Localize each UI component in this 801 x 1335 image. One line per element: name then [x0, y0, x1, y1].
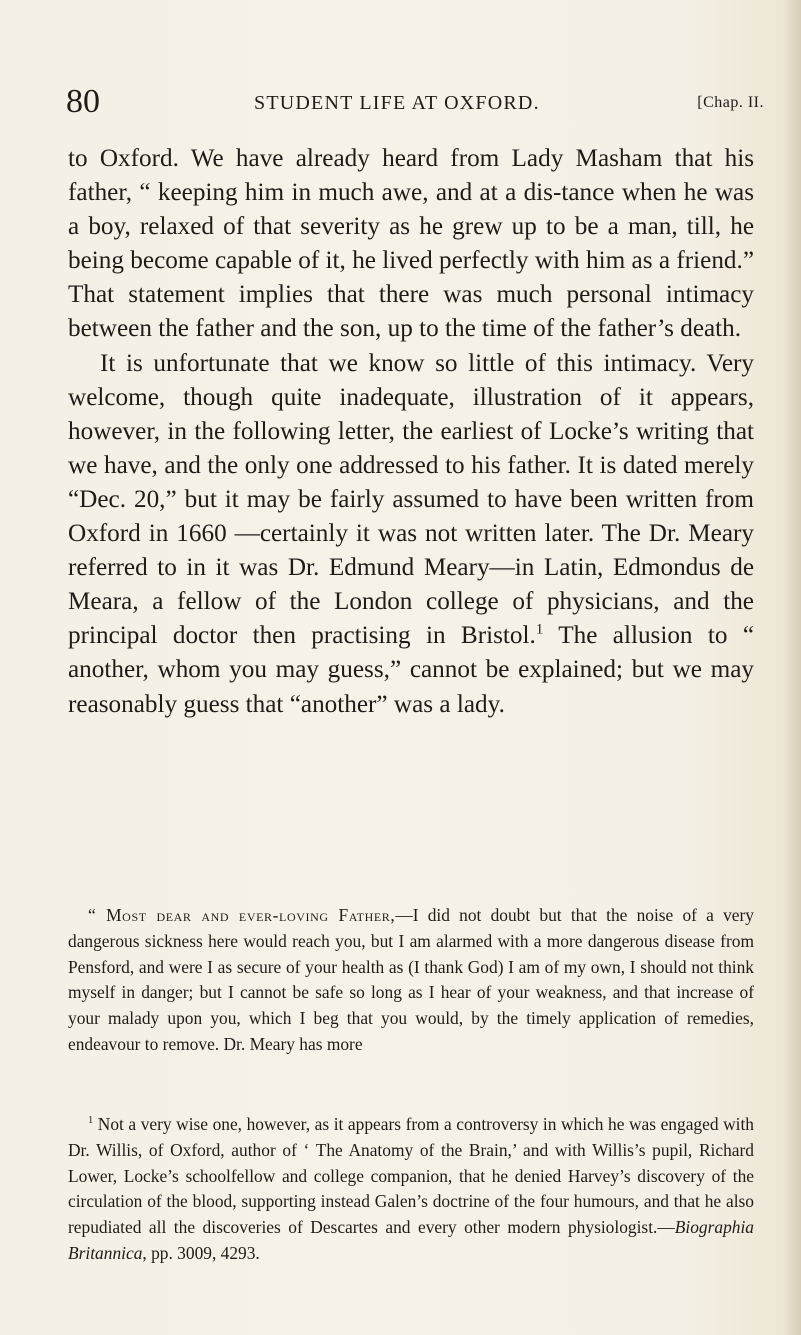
running-title: STUDENT LIFE AT OXFORD.	[254, 92, 540, 114]
footnote-paragraph	[68, 1112, 754, 1267]
footnote-mark: 1	[88, 1115, 94, 1127]
paragraph-text: The allusion to “ another, whom you may guess,” cannot be explained; but we may reasonably guess that “another” was a lady.	[68, 622, 754, 718]
letter-body: —I did not doubt but that the noise of a very dangerous sickness here would reach you, but I am alarmed with a more dangerous disease from Pensford, and were I as secure of your health as (I thank God) I am of my own, I should not think myself in danger; but I cannot be safe so long as I hear of your weakness, and that increase of your malady upon you, which I beg that you would, by the timely application of remedies, endeavour to remove. Dr. Meary has more	[68, 905, 754, 1054]
paragraph-text: It is unfortunate that we know so little of this intimacy. Very welcome, though quite inadequate, illustration of it appears, however, in the following letter, the earliest of Locke’s writing that we have, and the only one addressed to his father. It is dated merely “Dec. 20,” but it may be fairly assumed to have been written from Oxford in 1660 —certainly it was not written later. The Dr. Meary referred to in it was Dr. Edmund Meary—in Latin, Edmondus de Meara, a fellow of the London college of physicians, and the principal doctor then practising in Bristol.	[68, 349, 754, 650]
page-number: 80	[66, 83, 100, 120]
footnote-reference: 1	[535, 621, 544, 638]
footnote	[68, 1112, 754, 1267]
letter-salutation: “ Most dear and ever-loving Father,	[88, 905, 396, 925]
footnote-text: Not a very wise one, however, as it appears from a controversy in which he was engaged with Dr. Willis, of Oxford, author of ‘ The Anatomy of the Brain,’ and with Willis’s pupil, Richard Lower, Locke’s schoolfellow and college companion, that he denied Harvey’s discovery of the circulation of the blood, supporting instead Galen’s doctrine of the four humours, and that he also repudiated all the discoveries of Descartes and every other modern physiologist.—	[68, 1114, 754, 1238]
quoted-letter	[68, 903, 754, 1058]
main-text	[68, 142, 754, 722]
paragraph: to Oxford. We have already heard from Lady Masham that his father, “ keeping him in much awe, and at a dis-tance when he was a boy, relaxed of that severity as he grew up to be a man, till, he being become capable of it, he lived perfectly with him as a friend.” That statement implies that there was much personal intimacy between the father and the son, up to the time of the father’s death.	[68, 145, 754, 343]
page-edge-shadow	[783, 0, 801, 1335]
chapter-label: [Chap. II.	[697, 94, 764, 111]
citation-title: Biographia Britannica	[68, 1217, 754, 1263]
paragraph	[68, 347, 754, 722]
letter-paragraph	[68, 903, 754, 1058]
running-header	[66, 82, 764, 122]
citation-pages: , pp. 3009, 4293.	[142, 1242, 260, 1263]
